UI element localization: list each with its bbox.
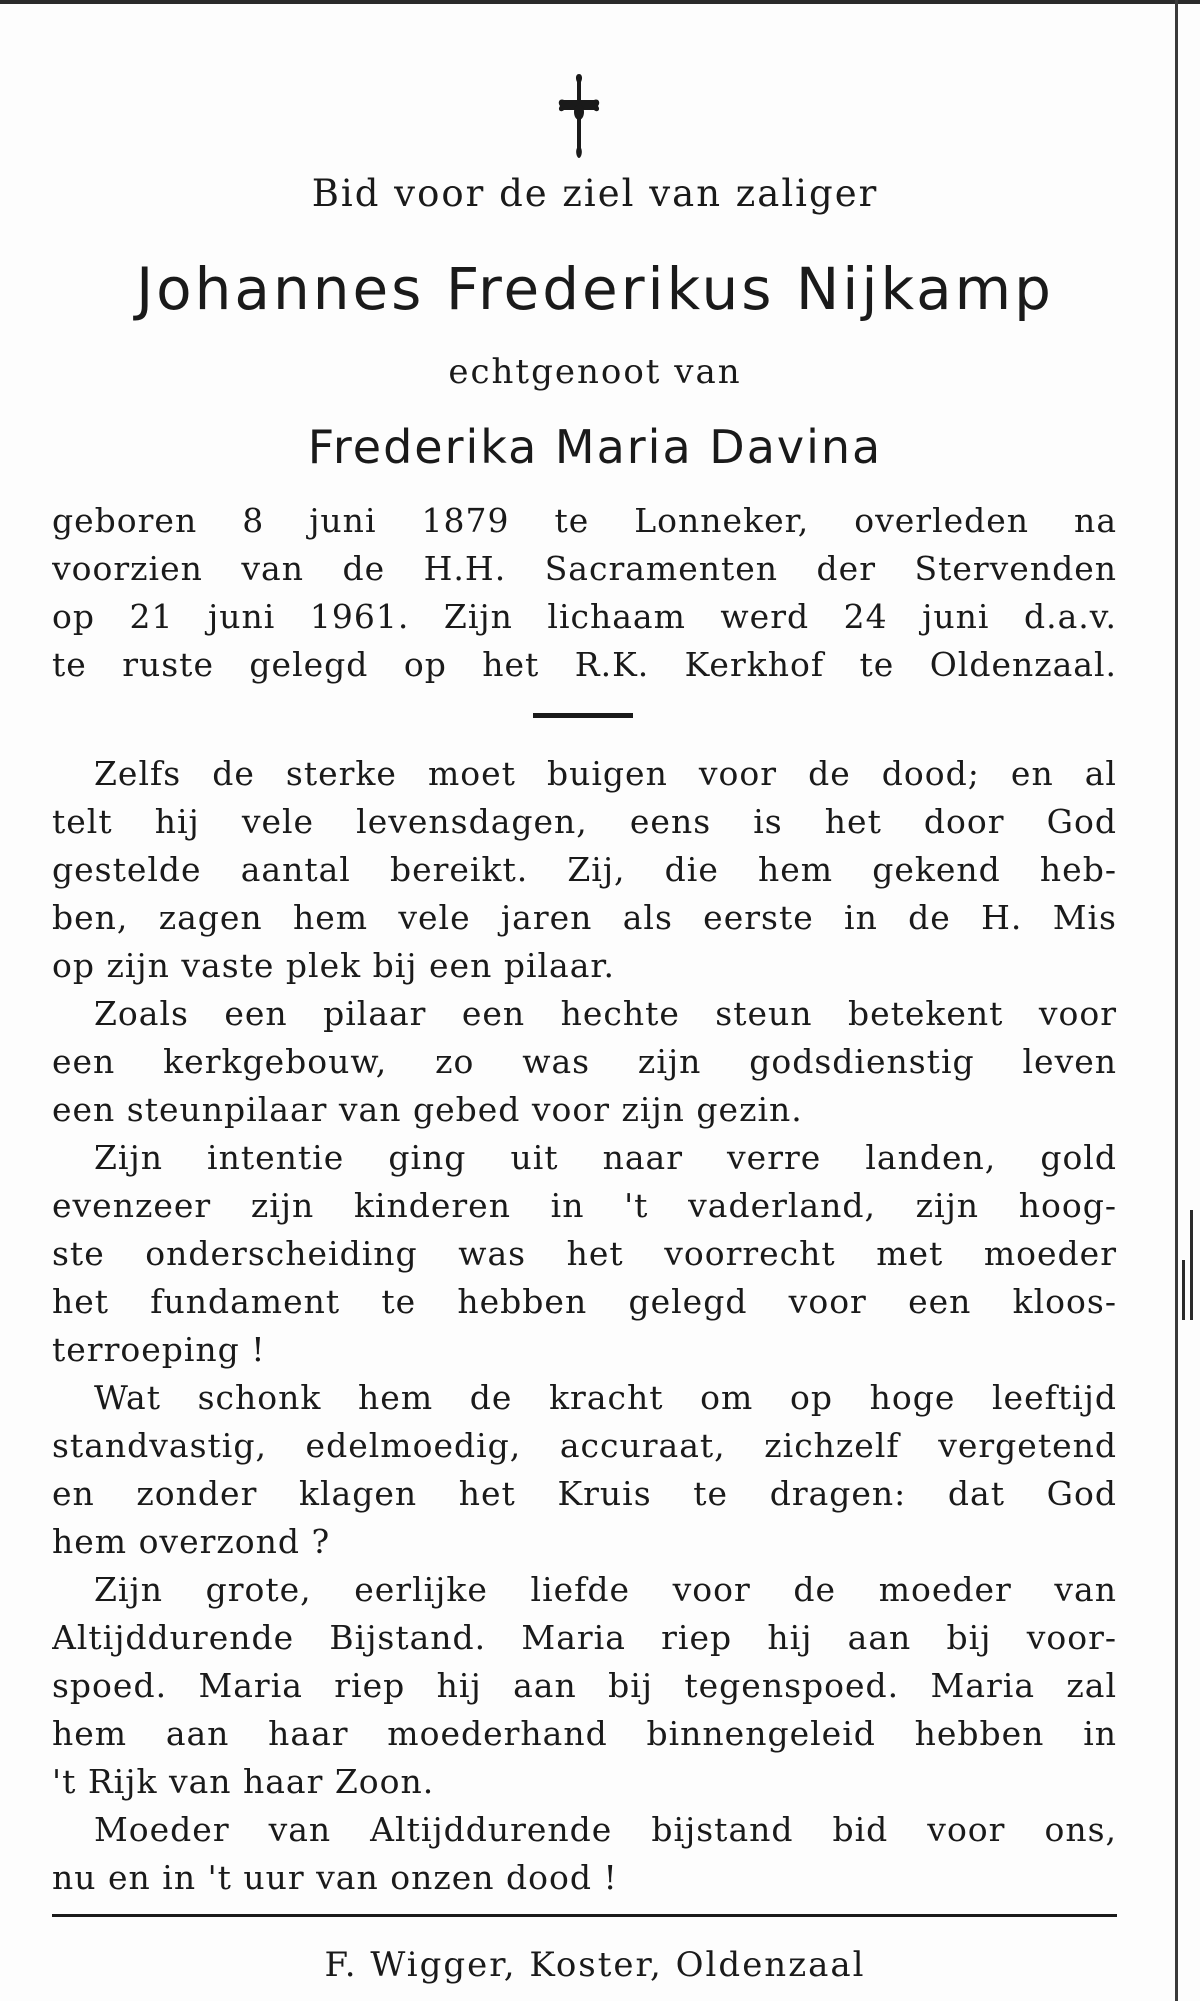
details-line: voorzien van de H.H. Sacramenten der Stervenden <box>52 549 1117 588</box>
tribute-line: hem aan haar moederhand binnengeleid hebben in <box>52 1714 1117 1753</box>
tribute-line: het fundament te hebben gelegd voor een kloos- <box>52 1282 1117 1321</box>
tribute-line: telt hij vele levensdagen, eens is het door God <box>52 802 1117 841</box>
details-line: op 21 juni 1961. Zijn lichaam werd 24 juni d.a.v. <box>52 597 1117 636</box>
scan-edge-mark <box>1190 1210 1193 1320</box>
spouse-prefix: echtgenoot van <box>448 352 742 392</box>
tribute-line: ben, zagen hem vele jaren als eerste in de H. Mis <box>52 898 1117 937</box>
tribute-line: een kerkgebouw, zo was zijn godsdienstig leven <box>52 1042 1117 1081</box>
tribute-line: Wat schonk hem de kracht om op hoge leeftijd <box>94 1378 1117 1417</box>
tribute-text <box>52 750 1117 1902</box>
tribute-line: Altijddurende Bijstand. Maria riep hij aan bij voor- <box>52 1618 1117 1657</box>
life-details <box>52 497 1117 689</box>
tribute-line: gestelde aantal bereikt. Zij, die hem gekend heb- <box>52 850 1117 889</box>
tribute-line: hem overzond ? <box>52 1522 331 1561</box>
tribute-line: Zoals een pilaar een hechte steun betekent voor <box>94 994 1117 1033</box>
cross-icon <box>556 70 602 160</box>
tribute-line: 't Rijk van haar Zoon. <box>52 1762 435 1801</box>
intro-line: Bid voor de ziel van zaliger <box>311 172 879 215</box>
tribute-line: spoed. Maria riep hij aan bij tegenspoed. Maria zal <box>52 1666 1117 1705</box>
tribute-line: Zijn intentie ging uit naar verre landen, gold <box>94 1138 1117 1177</box>
details-line: geboren 8 juni 1879 te Lonneker, overleden na <box>52 501 1117 540</box>
tribute-line: op zijn vaste plek bij een pilaar. <box>52 946 616 985</box>
scan-edge-top <box>0 0 1200 4</box>
tribute-line: standvastig, edelmoedig, accuraat, zichzelf vergetend <box>52 1426 1117 1465</box>
tribute-line: een steunpilaar van gebed voor zijn gezin. <box>52 1090 803 1129</box>
tribute-line: Zijn grote, eerlijke liefde voor de moeder van <box>94 1570 1117 1609</box>
tribute-line: en zonder klagen het Kruis te dragen: dat God <box>52 1474 1117 1513</box>
tribute-line: ste onderscheiding was het voorrecht met moeder <box>52 1234 1117 1273</box>
tribute-line: terroeping ! <box>52 1330 266 1369</box>
tribute-line: nu en in 't uur van onzen dood ! <box>52 1858 618 1897</box>
tribute-line: Moeder van Altijddurende bijstand bid voor ons, <box>94 1810 1117 1849</box>
spouse-name: Frederika Maria Davina <box>307 420 883 474</box>
scan-edge-right <box>1175 0 1178 2001</box>
printer-credit: F. Wigger, Koster, Oldenzaal <box>324 1945 866 1985</box>
divider-bottom <box>52 1914 1117 1917</box>
deceased-name: Johannes Frederikus Nijkamp <box>136 255 1054 323</box>
divider-short <box>533 713 633 718</box>
tribute-line: Zelfs de sterke moet buigen voor de dood; en al <box>94 754 1117 793</box>
tribute-line: evenzeer zijn kinderen in 't vaderland, zijn hoog- <box>52 1186 1117 1225</box>
scan-edge-mark <box>1182 1260 1185 1320</box>
details-line: te ruste gelegd op het R.K. Kerkhof te Oldenzaal. <box>52 645 1117 684</box>
